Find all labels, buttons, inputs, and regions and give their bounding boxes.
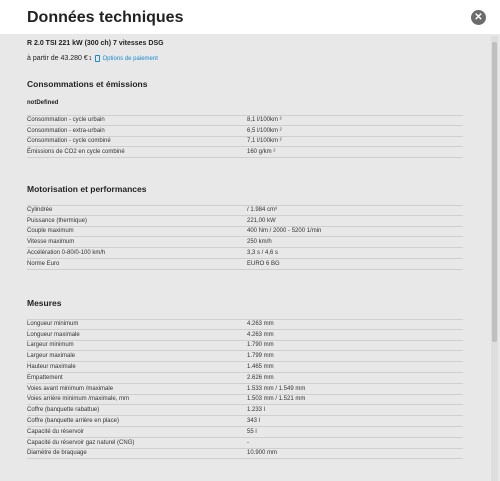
consumption-table	[27, 115, 463, 158]
payment-options-link[interactable]: Options de paiement	[102, 55, 158, 62]
row-label: Puissance (thermique)	[27, 217, 88, 224]
row-value: 1.465 mm	[247, 364, 274, 371]
row-label: Hauteur maximale	[27, 364, 76, 371]
price-line	[27, 55, 467, 62]
row-label: Diamètre de braquage	[27, 450, 87, 457]
row-value: 1.233 l	[247, 407, 266, 414]
row-value: 7,1 l/100km ²	[247, 138, 282, 145]
row-label: Voies arrière minimum /maximale, mm	[27, 396, 130, 403]
section-subtitle-consumption: notDefined	[27, 100, 59, 106]
row-label: Accélération 0-80/0-100 km/h	[27, 250, 106, 257]
row-value: 6,5 l/100km ²	[247, 127, 282, 134]
vertical-scrollbar[interactable]	[491, 36, 498, 481]
row-label: Empattement	[27, 374, 63, 381]
row-label: Largeur maximale	[27, 353, 76, 360]
row-value: / 1.984 cm³	[247, 207, 278, 214]
row-value: 8,1 l/100km ²	[247, 117, 282, 124]
row-value: 2.626 mm	[247, 374, 274, 381]
row-value: 4.263 mm	[247, 331, 274, 338]
row-label: Norme Euro	[27, 260, 60, 267]
price-footnote: 1	[88, 55, 92, 62]
row-label: Consommation - extra-urbain	[27, 127, 105, 134]
close-icon[interactable]: ✕	[471, 10, 486, 25]
table-row	[27, 373, 463, 384]
row-value: 343 l	[247, 418, 261, 425]
payment-calculator-icon[interactable]	[95, 55, 100, 62]
table-row	[27, 384, 463, 395]
row-value: 3,3 s / 4,6 s	[247, 250, 279, 257]
row-label: Largeur minimum	[27, 342, 74, 349]
section-title-engine: Motorisation et performances	[27, 184, 147, 194]
price-text: à partir de 43.280 €	[27, 55, 88, 62]
table-row	[27, 147, 463, 158]
table-row	[27, 341, 463, 352]
engine-table	[27, 205, 463, 270]
modal-header	[0, 0, 500, 34]
row-label: Vitesse maximum	[27, 239, 75, 246]
row-label: Cylindrée	[27, 207, 53, 214]
section-title-consumption: Consommations et émissions	[27, 79, 148, 89]
table-row	[27, 416, 463, 427]
row-label: Consommation - cycle combiné	[27, 138, 111, 145]
row-label: Émissions de CO2 en cycle combiné	[27, 149, 125, 156]
modal-content	[27, 38, 467, 457]
row-label: Longueur minimum	[27, 321, 79, 328]
row-value: 1.799 mm	[247, 353, 274, 360]
table-row	[27, 362, 463, 373]
row-label: Coffre (banquette rabattue)	[27, 407, 100, 414]
table-row	[27, 438, 463, 449]
table-row	[27, 395, 463, 406]
table-row	[27, 126, 463, 137]
row-label: Capacité du réservoir gaz naturel (CNG)	[27, 439, 135, 446]
row-value: 1.503 mm / 1.521 mm	[247, 396, 306, 403]
row-label: Capacité du réservoir	[27, 428, 85, 435]
table-row	[27, 319, 463, 330]
table-row	[27, 115, 463, 126]
row-label: Consommation - cycle urbain	[27, 117, 105, 124]
row-value: 250 km/h	[247, 239, 272, 246]
modal-title: Données techniques	[27, 9, 184, 26]
row-value: 55 l	[247, 428, 257, 435]
row-label: Longueur maximale	[27, 331, 80, 338]
row-value: 400 Nm / 2000 - 5200 1/min	[247, 228, 322, 235]
table-row	[27, 405, 463, 416]
table-row	[27, 449, 463, 460]
model-name: R 2.0 TSI 221 kW (300 ch) 7 vitesses DSG	[27, 40, 164, 47]
table-row	[27, 237, 463, 248]
row-value: 1.533 mm / 1.549 mm	[247, 385, 306, 392]
row-value: 160 g/km ²	[247, 149, 276, 156]
row-label: Voies avant minimum /maximale	[27, 385, 114, 392]
table-row	[27, 137, 463, 148]
table-row	[27, 427, 463, 438]
table-row	[27, 216, 463, 227]
table-row	[27, 205, 463, 216]
row-value: -	[247, 439, 249, 446]
measures-table	[27, 319, 463, 459]
table-row	[27, 227, 463, 238]
table-row	[27, 351, 463, 362]
row-label: Coffre (banquette arrière en place)	[27, 418, 119, 425]
row-label: Couple maximum	[27, 228, 74, 235]
table-row	[27, 330, 463, 341]
row-value: 10.900 mm	[247, 450, 278, 457]
table-row	[27, 259, 463, 270]
row-value: EURO 6 BG	[247, 260, 280, 267]
row-value: 221,00 kW	[247, 217, 276, 224]
row-value: 4.263 mm	[247, 321, 274, 328]
section-title-measures: Mesures	[27, 298, 62, 308]
scrollbar-thumb[interactable]	[492, 42, 497, 342]
table-row	[27, 248, 463, 259]
row-value: 1.790 mm	[247, 342, 274, 349]
